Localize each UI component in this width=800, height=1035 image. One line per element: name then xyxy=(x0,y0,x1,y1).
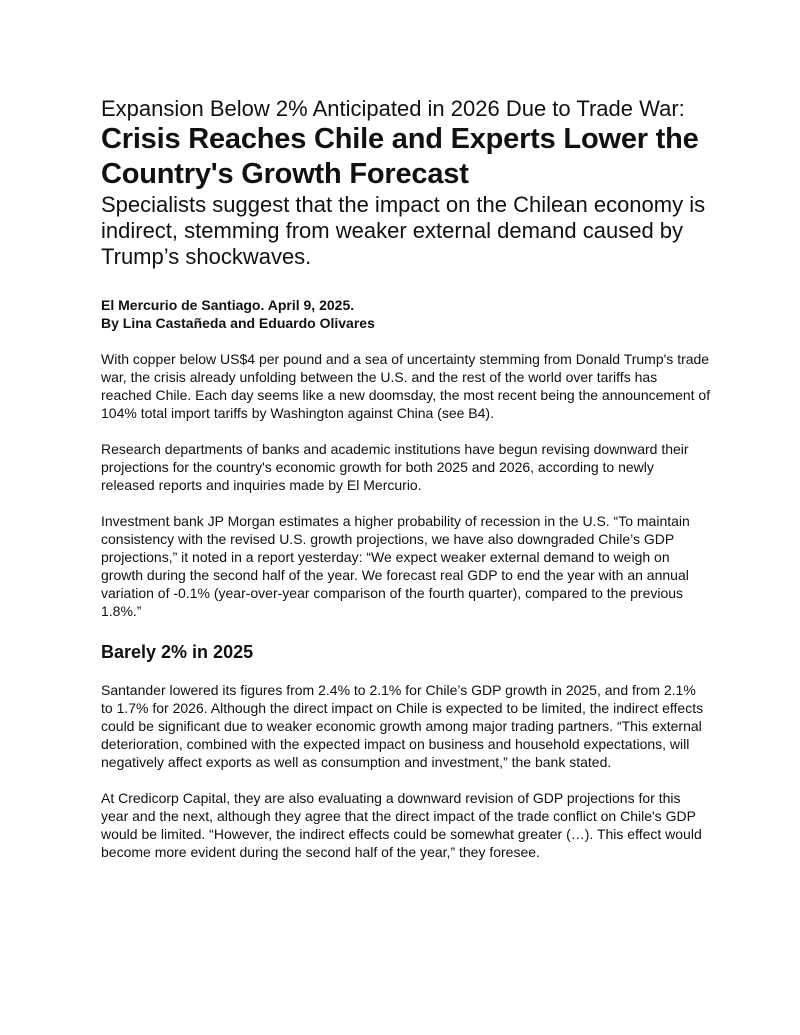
article-kicker: Expansion Below 2% Anticipated in 2026 Due to Trade War: xyxy=(101,96,685,121)
body-paragraph: Investment bank JP Morgan estimates a higher probability of recession in the U.S. “To maintain consistency with the revised U.S. growth projections, we have also downgraded Chile’s GDP projections,” it noted in a report yesterday: “We expect weaker external demand to weigh on growth during the second half of the year. We forecast real GDP to end the year with an annual variation of -0.1% (year-over-year comparison of the fourth quarter), compared to the previous 1.8%.” xyxy=(101,513,690,619)
article-headline: Crisis Reaches Chile and Experts Lower the Country's Growth Forecast xyxy=(101,123,699,190)
source-line: El Mercurio de Santiago. April 9, 2025. xyxy=(101,297,355,313)
body-paragraph: Santander lowered its figures from 2.4% to 2.1% for Chile’s GDP growth in 2025, and from 2.1% to 1.7% for 2026. Although the direct impact on Chile is expected to be limited, the indirect effects could be significant due to weaker economic growth among major trading partners. “This external deterioration, combined with the expected impact on business and household expectations, will negatively affect exports as well as consumption and investment,” the bank stated. xyxy=(101,682,704,770)
body-paragraph: With copper below US$4 per pound and a sea of uncertainty stemming from Donald Trump's trade war, the crisis already unfolding between the U.S. and the rest of the world over tariffs has reached Chile. Each day seems like a new doomsday, the most recent being the announcement of 104% total import tariffs by Washington against China (see B4). xyxy=(101,351,711,421)
article-dek: Specialists suggest that the impact on the Chilean economy is indirect, stemming from weaker external demand caused by Trump’s shockwaves. xyxy=(101,192,706,269)
section-subhead: Barely 2% in 2025 xyxy=(101,642,254,662)
body-paragraph: At Credicorp Capital, they are also evaluating a downward revision of GDP projections for this year and the next, although they agree that the direct impact of the trade conflict on Chile's GDP would be limited. “However, the indirect effects could be somewhat greater (…). This effect would become more evident during the second half of the year,” they foresee. xyxy=(101,790,702,860)
byline xyxy=(101,296,711,332)
body-paragraph: Research departments of banks and academic institutions have begun revising downward their projections for the country's economic growth for both 2025 and 2026, according to newly released reports and inquiries made by El Mercurio. xyxy=(101,441,689,493)
article xyxy=(101,96,711,861)
author-line: By Lina Castañeda and Eduardo Olivares xyxy=(101,315,375,331)
